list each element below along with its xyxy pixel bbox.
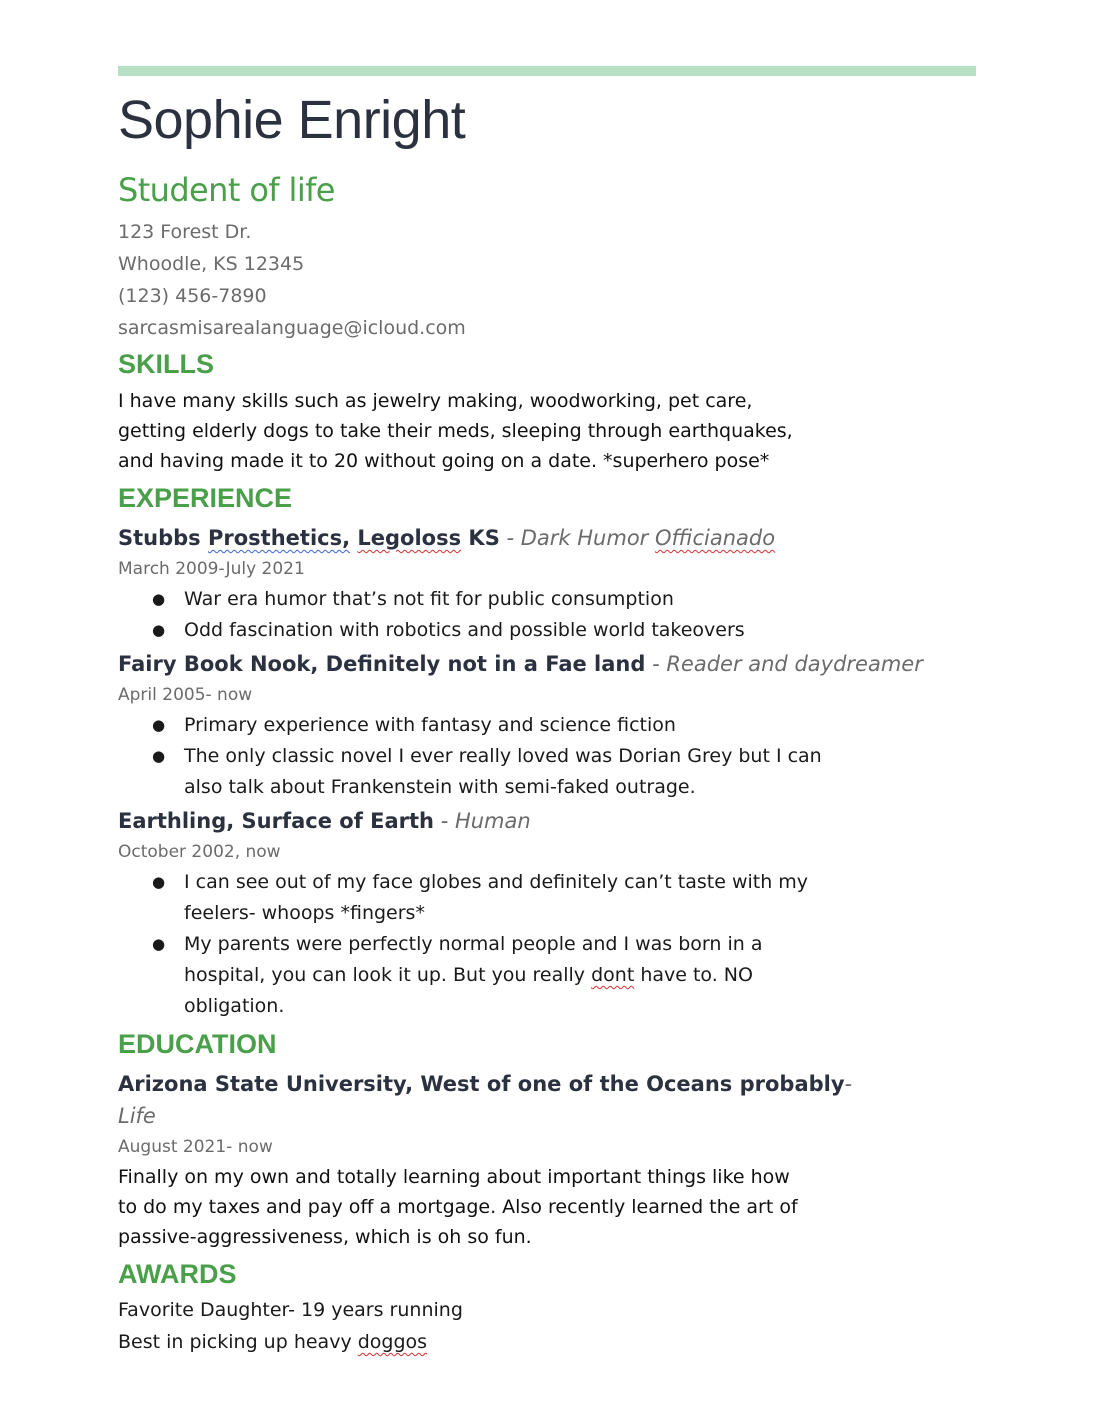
top-accent-rule	[118, 66, 976, 76]
education-heading[interactable]: EDUCATION	[118, 1029, 277, 1059]
list-item[interactable]: ● I can see out of my face globes and definitely can’t taste with my feelers- whoops *fingers*	[152, 871, 809, 924]
job-entry	[118, 648, 976, 803]
job-entry	[118, 805, 976, 1022]
awards-list	[118, 1294, 976, 1358]
skills-text[interactable]: I have many skills such as jewelry making, woodworking, pet care, getting elderly dogs to take their meds, sleeping through earthquakes, and having made it to 20 without going on a date. *superhero pose*	[118, 390, 793, 472]
list-item[interactable]: ● My parents were perfectly normal people and I was born in a hospital, you can look it up. But you really dont have to. NO obligation.	[152, 933, 763, 1017]
job-dates[interactable]: October 2002, now	[118, 842, 281, 862]
job-title[interactable]: Stubbs Prosthetics, Legoloss KS - Dark Humor Officianado	[118, 526, 776, 550]
school-name[interactable]: Arizona State University, West of one of the Oceans probably-	[118, 1072, 853, 1096]
list-item[interactable]: ● Odd fascination with robotics and possible world takeovers	[152, 619, 745, 641]
contact-block	[118, 216, 976, 344]
award-item[interactable]: Favorite Daughter- 19 years running	[118, 1299, 463, 1321]
education-dates[interactable]: August 2021- now	[118, 1137, 273, 1157]
skills-heading[interactable]: SKILLS	[118, 349, 215, 379]
address-line-2[interactable]: Whoodle, KS 12345	[118, 253, 305, 275]
education-text[interactable]: Finally on my own and totally learning about important things like how to do my taxes and pay off a mortgage. Also recently learned the art of passive-aggressiveness, which is oh so fun.	[118, 1166, 798, 1248]
address-line-1[interactable]: 123 Forest Dr.	[118, 221, 252, 243]
job-title[interactable]: Fairy Book Nook, Definitely not in a Fae land - Reader and daydreamer	[118, 652, 923, 676]
resume-page	[118, 66, 976, 1358]
resume-name[interactable]: Sophie Enright	[118, 90, 466, 150]
list-item[interactable]: ● War era humor that’s not fit for public consumption	[152, 588, 674, 610]
job-bullets	[118, 867, 976, 1022]
email-address[interactable]: sarcasmisarealanguage@icloud.com	[118, 317, 466, 339]
award-item[interactable]: Best in picking up heavy doggos	[118, 1331, 428, 1353]
job-entry	[118, 522, 976, 646]
job-dates[interactable]: April 2005- now	[118, 685, 253, 705]
job-title[interactable]: Earthling, Surface of Earth - Human	[118, 809, 531, 833]
list-item[interactable]: ● The only classic novel I ever really loved was Dorian Grey but I can also talk about Frankenstein with semi-faked outrage.	[152, 745, 822, 798]
list-item[interactable]: ● Primary experience with fantasy and science fiction	[152, 714, 676, 736]
resume-tagline[interactable]: Student of life	[118, 171, 335, 209]
awards-heading[interactable]: AWARDS	[118, 1259, 237, 1289]
job-bullets	[118, 584, 976, 646]
phone-number[interactable]: (123) 456-7890	[118, 285, 267, 307]
experience-heading[interactable]: EXPERIENCE	[118, 483, 293, 513]
job-bullets	[118, 710, 976, 803]
education-role[interactable]: Life	[118, 1104, 156, 1128]
job-dates[interactable]: March 2009-July 2021	[118, 559, 305, 579]
